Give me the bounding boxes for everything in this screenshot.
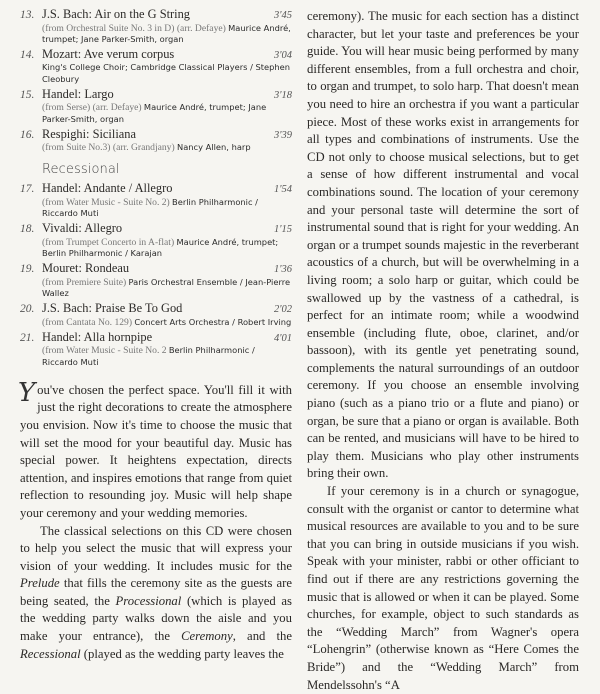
track-performers: Maurice André, trumpet; Jane Parker-Smith, organ (42, 22, 291, 44)
track-header (20, 8, 292, 23)
intro-p1-text: ou've chosen the perfect space. You'll fill it with just the right decorations to create the atmosphere you envision. Now it's time to choose the music that will set the mood for your beautiful day. Music has special power. It heightens expectation, directs attention, and inspires emotions that range from quiet reflection to resounding joy. Music will help shape your ceremony and your wedding memories. (20, 382, 292, 520)
track-header (20, 331, 292, 346)
track-item (20, 8, 292, 45)
track-title: Handel: Alla hornpipe (42, 329, 153, 344)
track-performers: King's College Choir; Cambridge Classical Players / Stephen Cleobury (42, 62, 291, 84)
track-title: Respighi: Siciliana (42, 126, 136, 141)
text-run: (played as the wedding party leaves the (80, 646, 284, 661)
track-header (20, 48, 292, 63)
track-number: 19. (20, 263, 35, 276)
drop-cap: Y (18, 377, 36, 408)
track-performers: Nancy Allen, harp (176, 142, 251, 153)
track-item (20, 88, 292, 125)
term-processional: Processional (115, 593, 182, 608)
text-run: (which is played as the wedding party walks down the aisle and you make your entrance), the (20, 593, 292, 644)
track-item (20, 222, 292, 259)
right-column (307, 8, 579, 694)
track-number: 13. (20, 9, 35, 21)
track-detail (42, 23, 292, 45)
track-item (20, 182, 292, 219)
track-header (20, 128, 292, 143)
track-source: (from Orchestral Suite No. 3 in D) (arr. Defaye) (42, 22, 226, 34)
track-source: (from Water Music - Suite No. 2) (42, 196, 170, 208)
track-header (20, 88, 292, 103)
track-number: 16. (20, 128, 35, 141)
term-ceremony: Ceremony (181, 629, 233, 644)
track-performers: Paris Orchestral Ensemble / Jean-Pierre Wallez (42, 276, 291, 298)
track-performers: Maurice André, trumpet; Berlin Philharmonic / Karajan (42, 236, 279, 259)
track-number: 15. (20, 88, 35, 101)
track-number: 17. (20, 183, 35, 196)
right-paragraph-2: If your ceremony is in a church or synagogue, consult with the organist or cantor to determine what musical resources are available to you and to be sure that you can bring in outside musicians if you wish. Speak with your minister, rabbi or other officiant to find out if there are any restrictions governing the music that is allowed or when it can be played. Some churches, for example, object to such standards as the “Wedding March” from Wagner's opera “Lohengrin” (otherwise known as “Here Comes the Bride”) and the “Wedding March” from Mendelssohn's “A (307, 484, 579, 692)
track-source: (from Cantata No. 129) (42, 316, 133, 328)
track-duration: 3'18 (274, 89, 292, 101)
text-run: The classical selections on this CD were chosen to help you select the music that will express your vision of your wedding. It includes music for the (20, 523, 292, 573)
track-duration: 1'54 (274, 184, 292, 196)
track-title: J.S. Bach: Praise Be To God (42, 301, 183, 316)
term-prelude: Prelude (20, 576, 60, 591)
track-performers: Concert Arts Orchestra / Robert Irving (134, 316, 292, 327)
track-source: (from Serse) (arr. Defaye) (42, 102, 142, 114)
track-duration: 1'15 (274, 224, 292, 236)
term-recessional: Recessional (20, 646, 81, 661)
track-duration: 3'04 (274, 49, 292, 61)
track-item (20, 302, 292, 328)
track-number: 21. (20, 331, 35, 344)
text-run: that fills the ceremony site as the guests are being seated, the (20, 576, 292, 608)
track-duration: 4'01 (274, 332, 292, 344)
track-duration: 1'36 (274, 264, 292, 276)
text-run: , and the (232, 629, 292, 644)
track-item (20, 262, 292, 299)
track-list-recessional (20, 182, 292, 367)
track-item (20, 128, 292, 154)
track-title: J.S. Bach: Air on the G String (42, 7, 190, 21)
track-header (20, 262, 292, 277)
track-title: Mozart: Ave verum corpus (42, 46, 175, 61)
track-detail (42, 317, 292, 328)
track-item (20, 331, 292, 368)
track-list-top (20, 8, 292, 153)
track-detail (42, 197, 292, 219)
intro-paragraph-2 (20, 523, 292, 664)
track-source: (from Suite No.3) (arr. Grandjany) (42, 142, 175, 154)
track-detail (42, 142, 292, 153)
track-number: 20. (20, 303, 35, 316)
section-heading-recessional: Recessional (42, 162, 120, 178)
track-title: Vivaldi: Allegro (42, 221, 123, 236)
track-title: Handel: Andante / Allegro (42, 181, 173, 196)
intro-paragraph-1 (18, 377, 292, 523)
track-header (20, 222, 292, 237)
track-header (20, 182, 292, 197)
track-header (20, 302, 292, 317)
track-performers: Maurice André, trumpet; Jane Parker-Smith, organ (42, 102, 267, 124)
track-detail (42, 345, 292, 367)
left-column (20, 8, 292, 663)
track-detail (42, 62, 292, 84)
track-number: 14. (20, 48, 35, 61)
track-performers: Berlin Philharmonic / Riccardo Muti (42, 345, 255, 367)
track-source: (from Premiere Suite) (42, 276, 127, 288)
track-item (20, 48, 292, 85)
track-duration: 3'39 (274, 129, 292, 141)
track-source: (from Trumpet Concerto in A-flat) (42, 236, 175, 248)
intro-text (18, 377, 292, 664)
track-detail (42, 237, 292, 259)
track-detail (42, 102, 292, 124)
track-detail (42, 277, 292, 299)
track-performers: Berlin Philharmonic / Riccardo Muti (42, 196, 258, 219)
track-number: 18. (20, 223, 35, 236)
track-title: Handel: Largo (42, 86, 114, 101)
track-duration: 3'45 (274, 10, 292, 21)
track-title: Mouret: Rondeau (42, 261, 130, 276)
track-duration: 2'02 (274, 304, 292, 316)
track-source: (from Water Music - Suite No. 2 (42, 345, 167, 357)
right-paragraph-1: ceremony). The music for each section has a distinct character, but let your taste and preferences be your guide. You will hear music being performed by many different ensembles, from a full orchestra and choir, to organ and trumpet, to solo harp. That doesn't mean you need to hire an orchestra if you want a particular piece. Most of these works exist in arrangements for all types and combinations of instruments. Use the CD not only to choose musical selections, but to get a sense of how different instrumental and vocal combinations sound. The location of your ceremony and your personal taste will determine the sort of instrumental sound that is right for your wedding. An organ or a trumpet sounds majestic in the reverberant acoustics of a church, but will be overwhelming in a living room; a solo harp or guitar, which could be swallowed up by the vastness of a cathedral, is perfect for an intimate room; while a woodwind ensemble (including flute, oboe, clarinet, and/or bassoon), with its gentle yet penetrating sound, complements the natural surroundings of an outdoor ceremony. If you choose an ensemble involving piano (such as a piano trio or a flute and piano) or organ, be sure that a piano or organ is available. Both can be rented, and musicians will have to be hired to play them. Musicians who play other instruments bring their own. (307, 9, 579, 481)
